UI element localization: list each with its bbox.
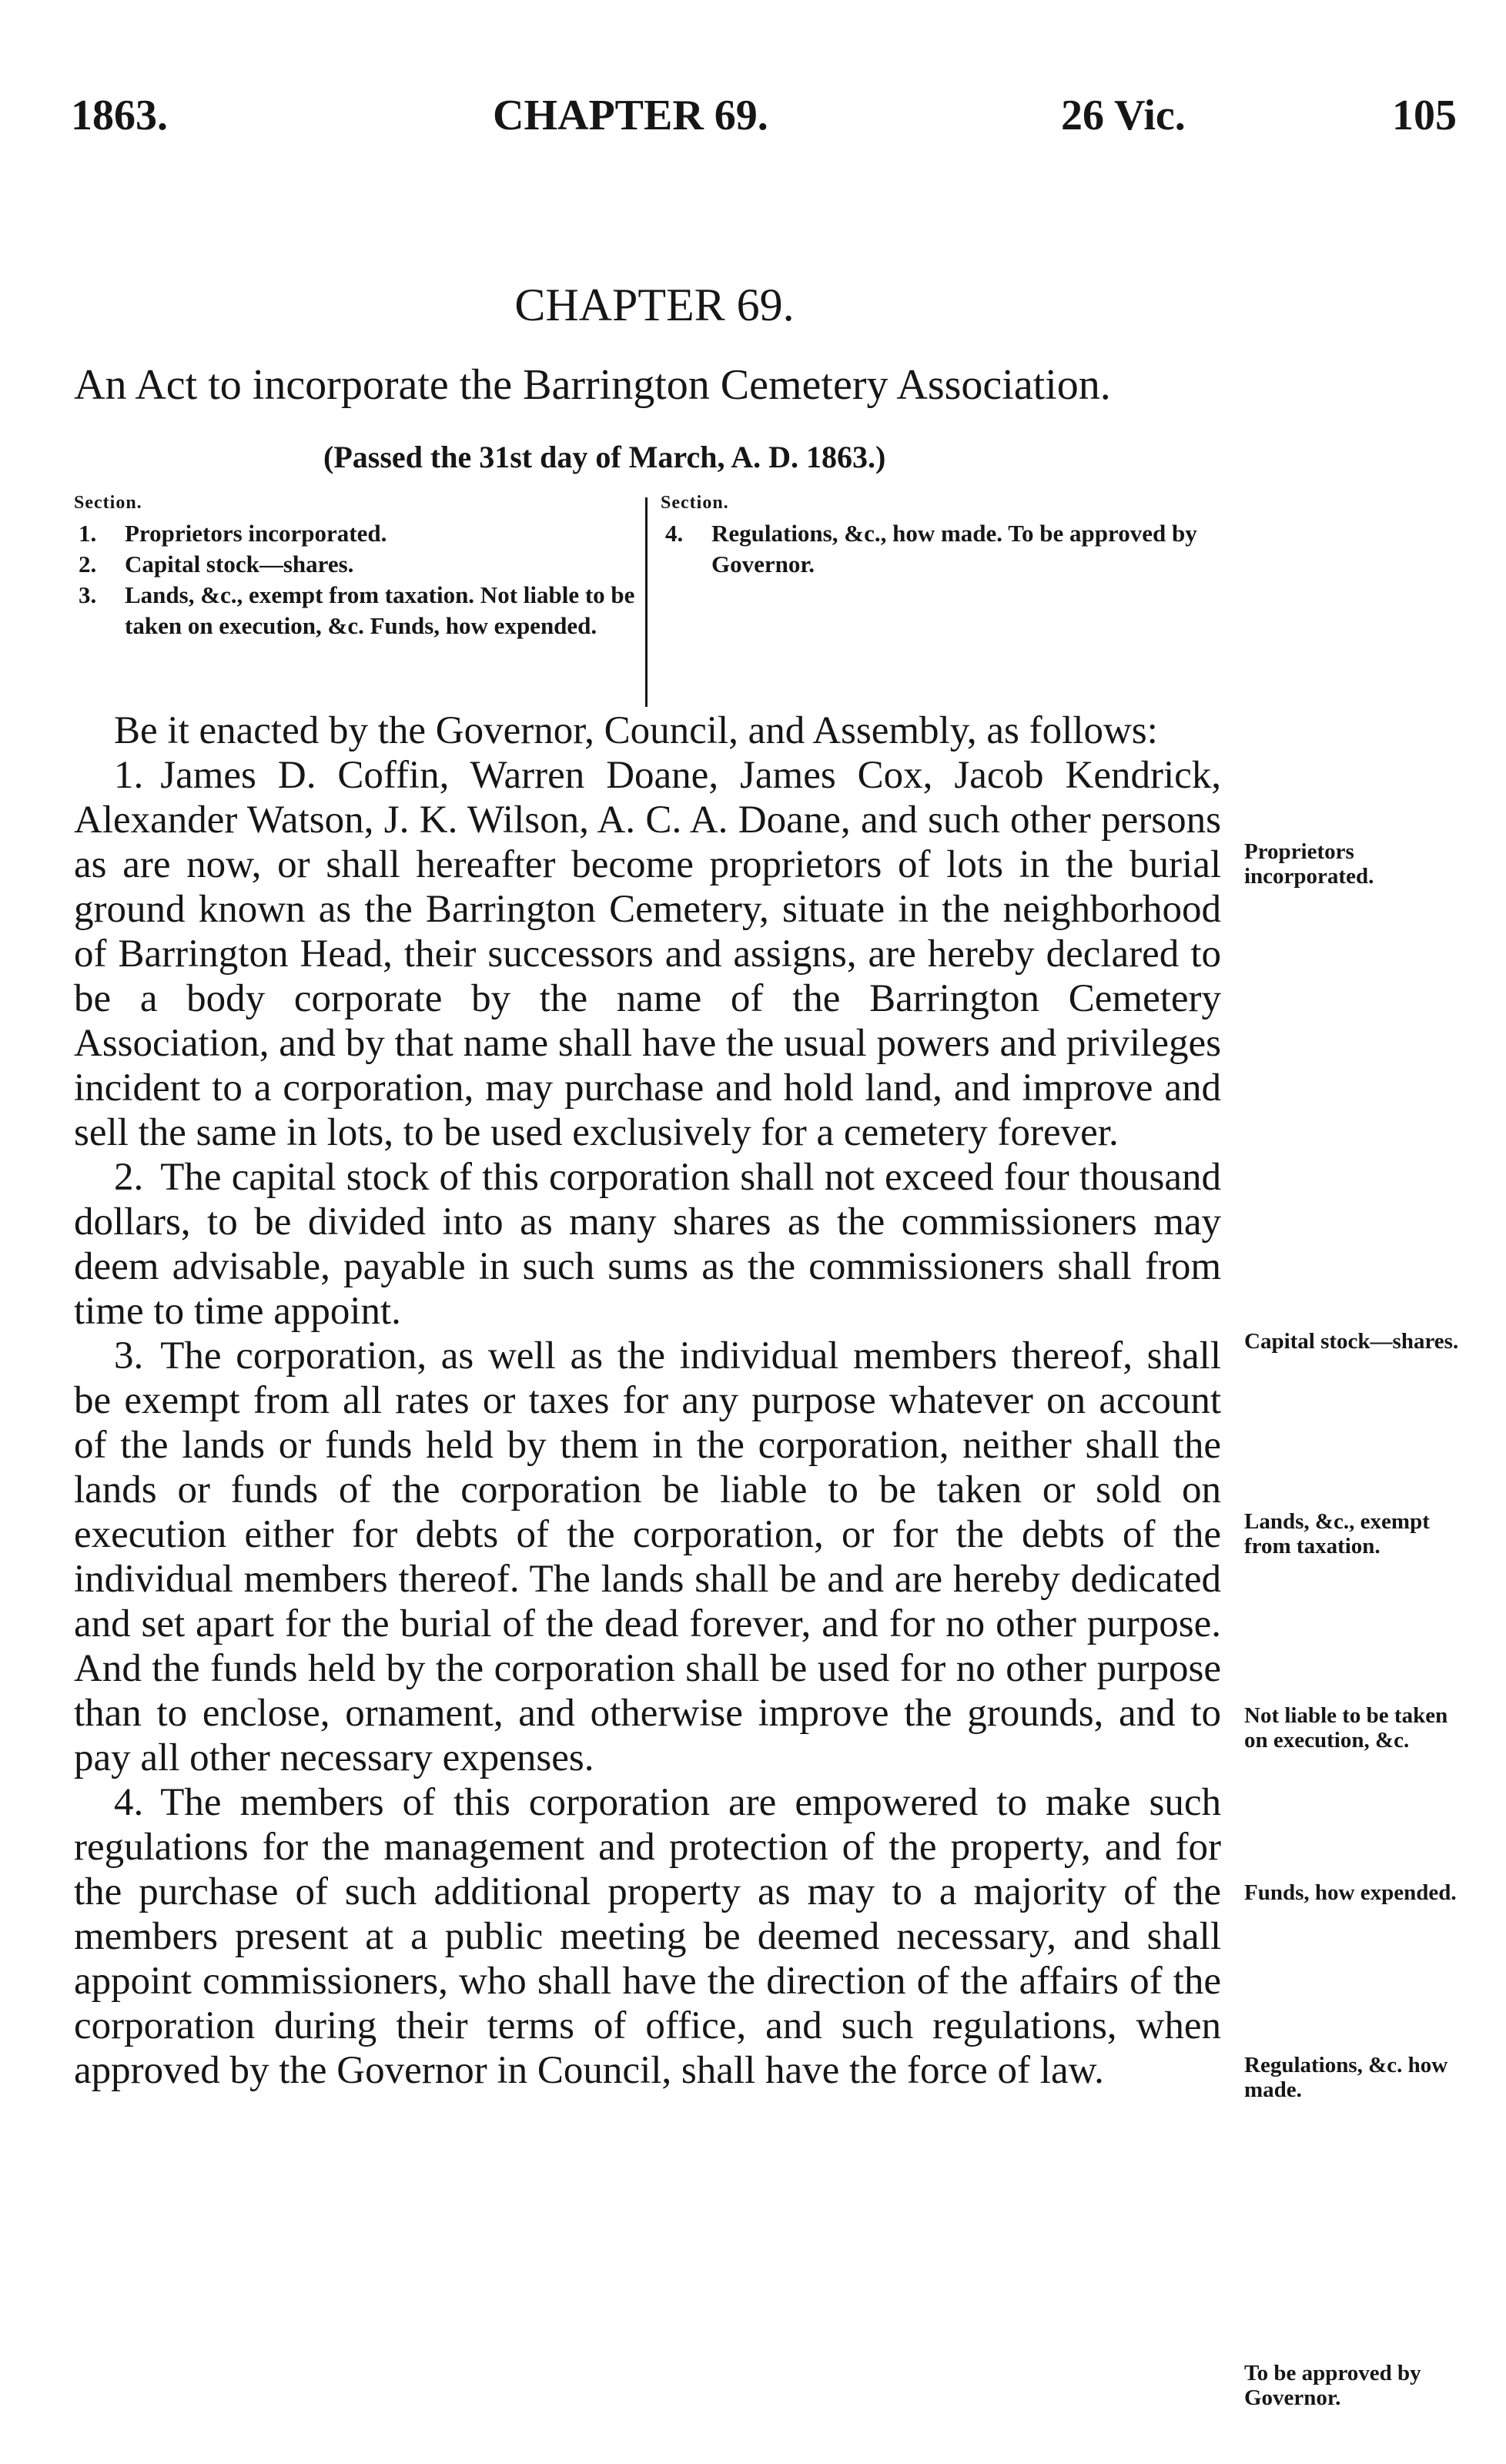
margin-note-exempt-taxation: Lands, &c., exempt from taxation. (1244, 1509, 1430, 1558)
header-year: 1863. (71, 92, 168, 139)
section-number: 1. (114, 754, 144, 797)
section-number: 3. (114, 1334, 144, 1378)
header-reign: 26 Vic. (1061, 92, 1186, 139)
section-index (74, 493, 1244, 724)
entry-text: Capital stock—shares. (125, 551, 354, 578)
entry-number: 3. (79, 581, 97, 608)
entry-number: 4. (665, 520, 684, 547)
act-title: An Act to incorporate the Barrington Cemetery Association. (74, 361, 1111, 409)
section-index-entry (661, 518, 1246, 580)
section-index-left (74, 493, 644, 641)
section-index-divider (645, 497, 648, 707)
entry-number: 1. (79, 520, 97, 547)
chapter-title: CHAPTER 69. (514, 280, 795, 330)
margin-note-regulations: Regulations, &c. how made. (1244, 2053, 1448, 2102)
margin-note-proprietors: Proprietors incorporated. (1244, 839, 1374, 889)
section-index-entry (74, 549, 644, 580)
page-number: 105 (1392, 92, 1457, 139)
margin-note-approved: To be approved by Governor. (1244, 2361, 1421, 2410)
section-text: James D. Coffin, Warren Doane, James Cox, Jacob Kendrick, Alexander Watson, J. K. Wilson, A. C. A. Doane, and such other persons as are now, or shall hereafter become proprietors of lots in the burial ground known as the Barrington Cemetery, situate in the neighborhood of Barrington Head, their successors and assigns, are hereby declared to be a body corporate by the name of the Barrington Cemetery Association, and by that name shall have the usual powers and privileges incident to a corporation, may purchase and hold land, and improve and sell the same in lots, to be used exclusively for a cemetery forever. (74, 754, 1221, 1154)
section-4 (74, 1780, 1221, 2093)
header-chapter: CHAPTER 69. (493, 92, 768, 139)
running-header (71, 91, 1457, 152)
section-1 (74, 753, 1221, 1155)
passed-date: (Passed the 31st day of March, A. D. 1863.) (323, 440, 886, 474)
section-index-right (661, 493, 1246, 580)
entry-number: 2. (79, 551, 97, 578)
entry-text: Regulations, &c., how made. To be approved by Governor. (711, 520, 1197, 578)
margin-note-not-liable: Not liable to be taken on execution, &c. (1244, 1703, 1448, 1753)
enacting-clause: Be it enacted by the Governor, Council, and Assembly, as follows: (114, 709, 1158, 752)
section-index-entry (74, 580, 644, 641)
section-number: 2. (114, 1156, 144, 1199)
entry-text: Lands, &c., exempt from taxation. Not liable to be taken on execution, &c. Funds, how expended. (125, 581, 635, 639)
act-body (74, 708, 1221, 2093)
section-index-heading: Section. (661, 493, 729, 513)
margin-note-funds: Funds, how expended. (1244, 1880, 1457, 1905)
margin-note-capital-stock: Capital stock—shares. (1244, 1329, 1459, 1354)
entry-text: Proprietors incorporated. (125, 520, 387, 547)
section-index-entry (74, 518, 644, 549)
section-text: The corporation, as well as the individual members thereof, shall be exempt from all rates or taxes for any purpose whatever on account of the lands or funds held by them in the corporation, neither shall the lands or funds of the corporation be liable to be taken or sold on execution either for debts of the corporation, or for the debts of the individual members thereof. The lands shall be and are hereby dedicated and set apart for the burial of the dead forever, and for no other purpose. And the funds held by the corporation shall be used for no other purpose than to enclose, ornament, and otherwise improve the grounds, and to pay all other necessary expenses. (74, 1334, 1221, 1779)
section-text: The members of this corporation are empowered to make such regulations for the management and protection of the property, and for the purchase of such additional property as may to a majority of the members present at a public meeting be deemed necessary, and shall appoint commissioners, who shall have the direction of the affairs of the corporation during their terms of office, and such regulations, when approved by the Governor in Council, shall have the force of law. (74, 1781, 1221, 2092)
section-2 (74, 1155, 1221, 1334)
section-index-heading: Section. (74, 493, 142, 513)
section-number: 4. (114, 1781, 144, 1824)
section-text: The capital stock of this corporation shall not exceed four thousand dollars, to be divided into as many shares as the commissioners may deem advisable, payable in such sums as the commissioners shall from time to time appoint. (74, 1156, 1221, 1333)
section-3 (74, 1334, 1221, 1780)
